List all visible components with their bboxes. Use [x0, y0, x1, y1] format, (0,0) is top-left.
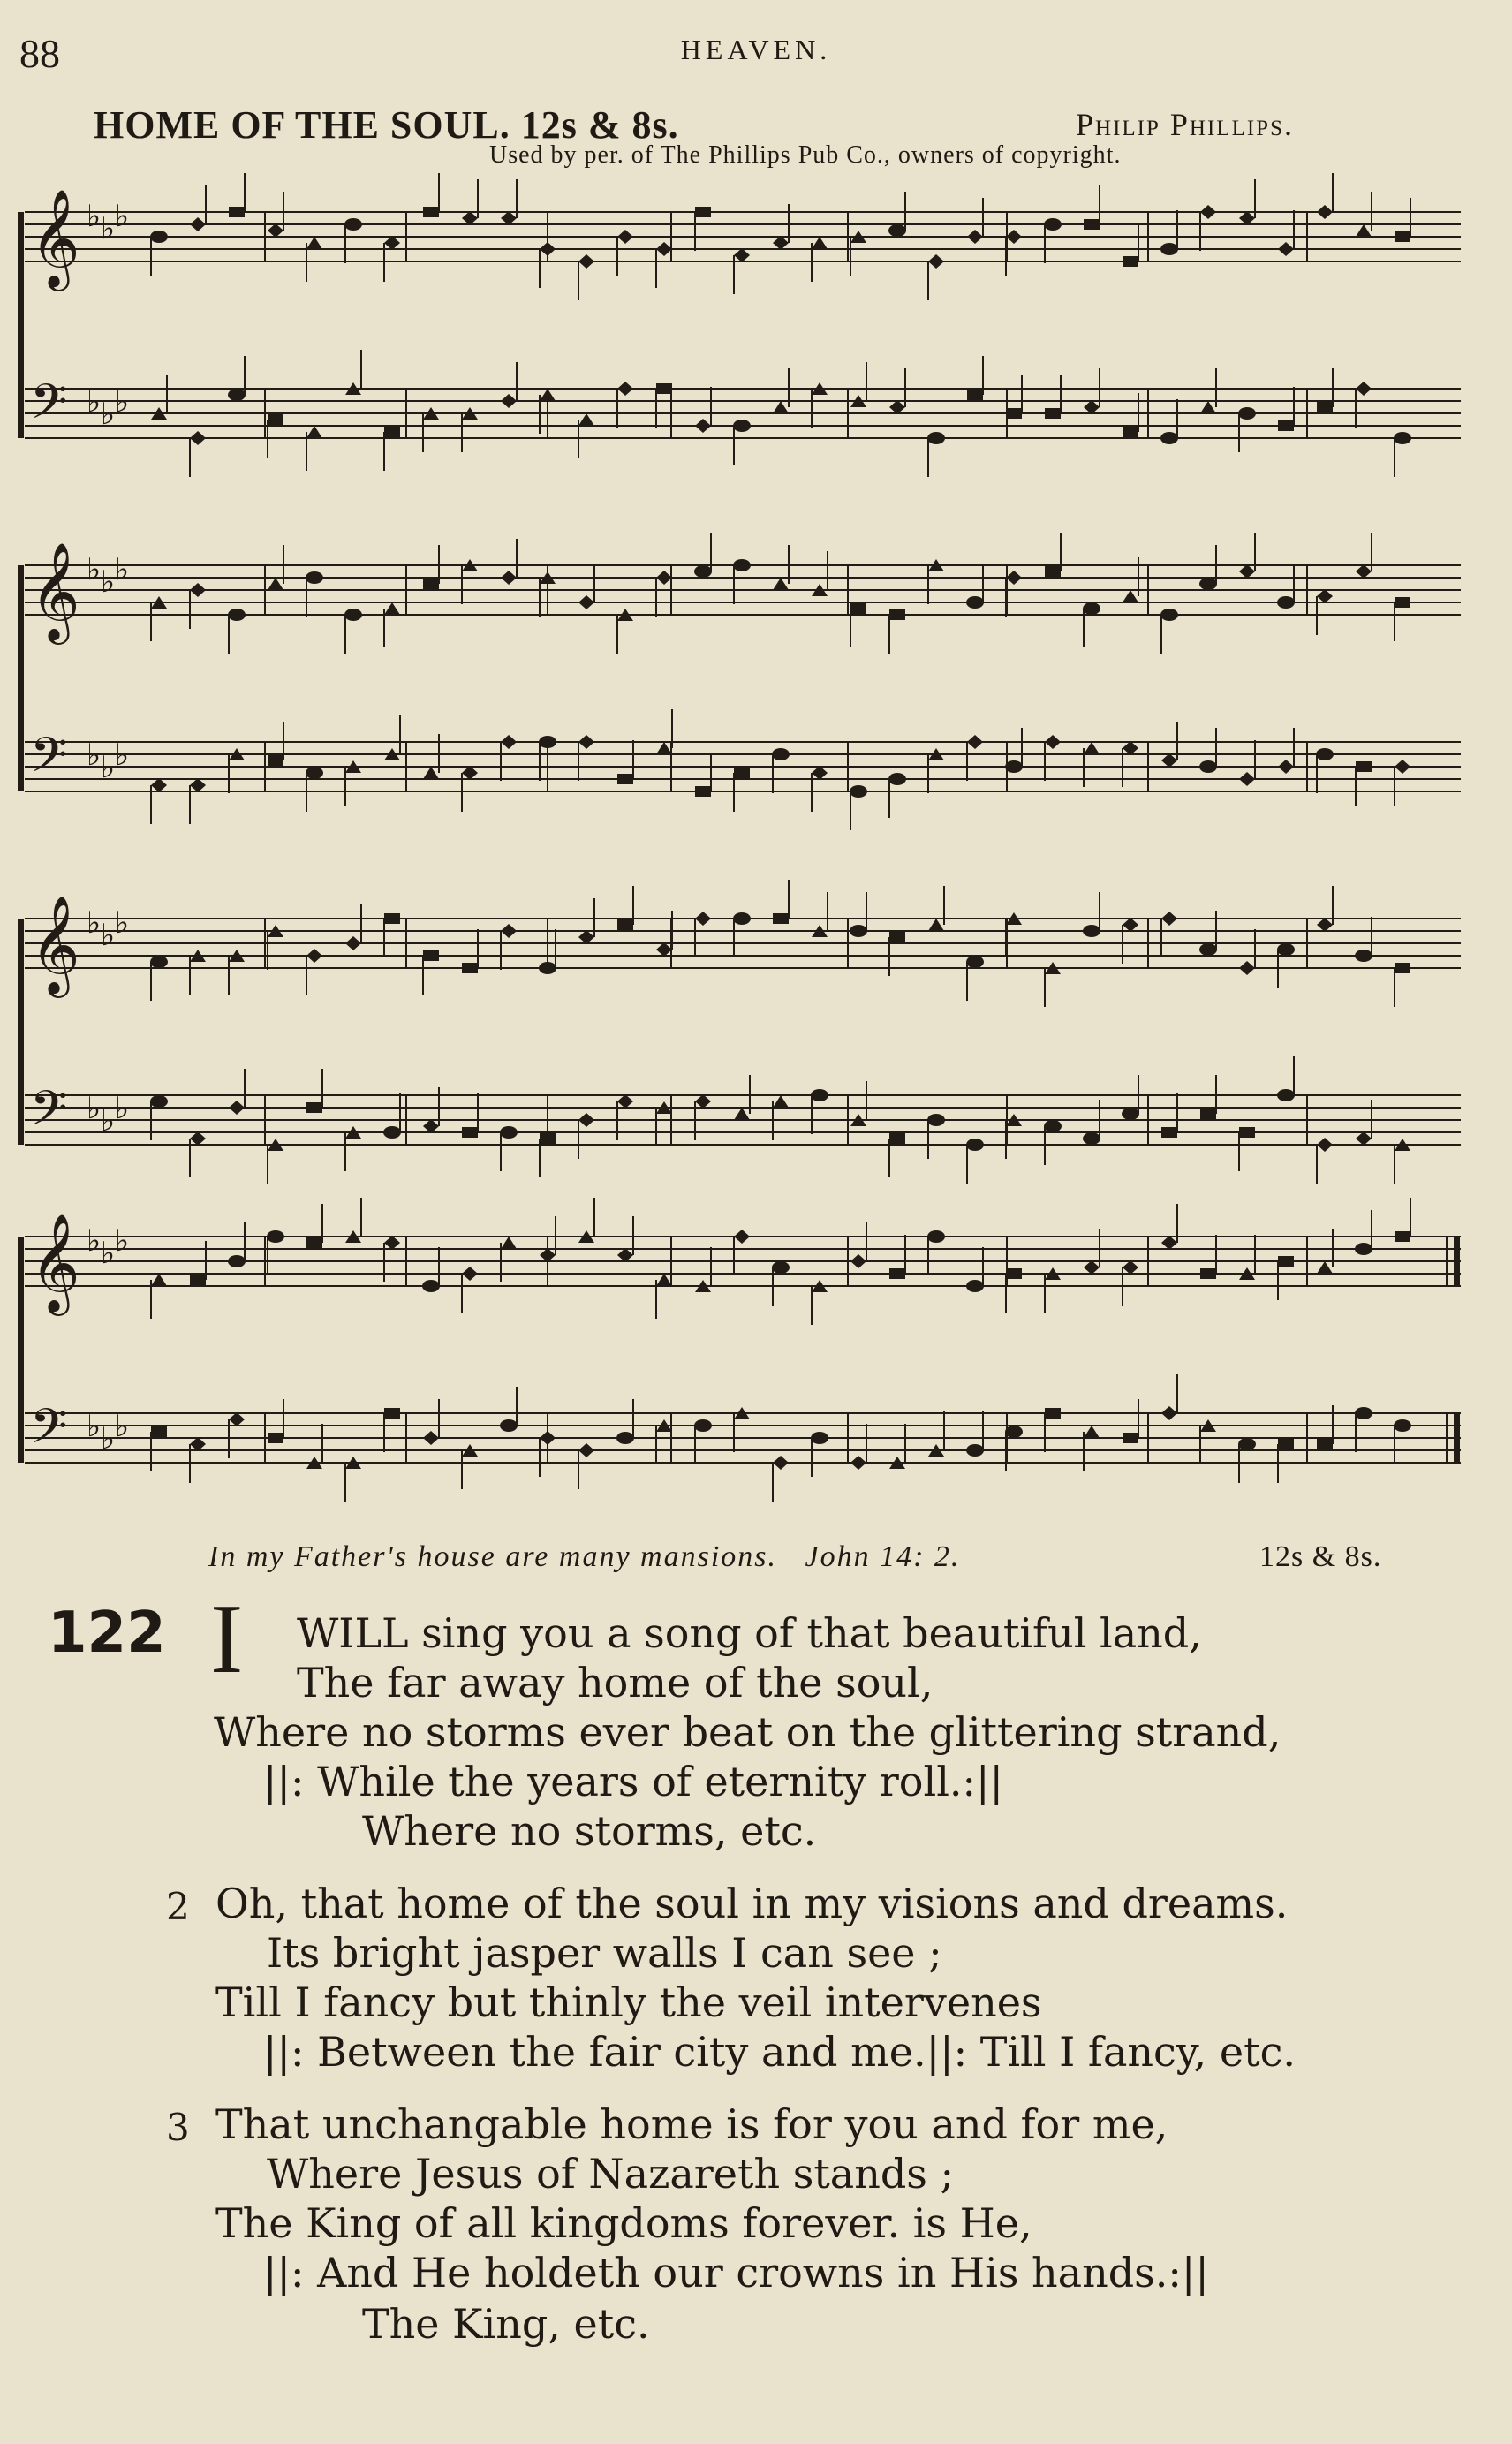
note-head	[1356, 1131, 1372, 1146]
note-head	[344, 218, 362, 231]
final-barline	[1454, 1237, 1460, 1286]
treble-clef: 𝄞	[30, 895, 80, 994]
note-head	[1161, 753, 1177, 768]
note-head	[1084, 219, 1100, 230]
system-bracket	[18, 1237, 24, 1463]
note-head	[344, 609, 362, 621]
note-head	[540, 242, 556, 256]
note-head	[1317, 589, 1333, 603]
note-head	[190, 1131, 206, 1146]
note-head	[811, 1432, 828, 1444]
note-head	[1045, 1408, 1061, 1419]
system-bracket	[18, 565, 24, 791]
note-head	[500, 1419, 518, 1432]
note-head	[1161, 1236, 1177, 1250]
flat-sign: ♭	[101, 1421, 116, 1457]
note-head	[1200, 1109, 1216, 1119]
note-head	[1395, 760, 1410, 774]
note-head	[1084, 742, 1100, 754]
note-head	[656, 242, 672, 256]
note-head	[773, 578, 789, 590]
note-head	[1316, 748, 1334, 760]
note-head	[1200, 1268, 1216, 1279]
verse-2-number: 2	[166, 1885, 190, 1928]
note-head	[734, 248, 750, 262]
note-head	[306, 767, 323, 779]
verse-1-line-5: Where no storms, etc.	[362, 1807, 817, 1855]
note-head	[1161, 1127, 1177, 1138]
verse-1-line-2: The far away home of the soul,	[297, 1659, 934, 1706]
note-head	[695, 1094, 711, 1109]
note-head	[578, 930, 594, 944]
flat-sign: ♭	[115, 384, 130, 420]
flat-sign: ♭	[87, 1223, 102, 1259]
note-head	[423, 579, 439, 589]
note-head	[1006, 571, 1022, 585]
note-head	[540, 389, 556, 401]
note-head	[966, 1139, 984, 1151]
note-head	[384, 236, 400, 250]
note-head	[229, 1101, 245, 1115]
flat-sign: ♭	[101, 1236, 116, 1271]
note-head	[734, 1230, 750, 1244]
note-head	[1278, 1256, 1294, 1267]
note-head	[617, 774, 633, 784]
note-head	[501, 735, 517, 749]
flat-sign: ♭	[87, 1091, 102, 1126]
flat-sign: ♭	[115, 552, 130, 587]
note-head	[540, 1248, 556, 1262]
note-head	[1394, 1419, 1411, 1432]
note-head	[1084, 1260, 1100, 1275]
note-head	[694, 1419, 712, 1432]
note-head	[462, 766, 478, 780]
note-head	[888, 773, 906, 785]
note-head	[1122, 1108, 1139, 1120]
note-head	[423, 1431, 439, 1445]
hymn-title: HOME OF THE SOUL. 12s & 8s.	[94, 103, 679, 147]
flat-sign: ♭	[115, 905, 130, 941]
note-head	[1044, 218, 1062, 231]
note-head	[1045, 408, 1061, 419]
note-head	[773, 236, 789, 250]
note-head	[695, 912, 711, 926]
note-head	[578, 1443, 594, 1457]
note-head	[1277, 1089, 1295, 1101]
note-head	[1278, 242, 1294, 256]
flat-sign: ♭	[101, 211, 116, 246]
note-head	[850, 785, 867, 798]
note-head	[539, 736, 556, 748]
note-head	[306, 1237, 322, 1248]
note-head	[462, 1127, 478, 1138]
note-head	[267, 1230, 284, 1243]
flat-sign: ♭	[101, 750, 116, 785]
verse-1-line-1: WILL sing you a song of that beautiful land,	[297, 1609, 1202, 1657]
note-head	[1005, 1426, 1023, 1438]
verse-2-line-4: ||: Between the fair city and me.||: Till I fancy, etc.	[263, 2028, 1296, 2076]
note-head	[1123, 256, 1138, 267]
note-head	[733, 559, 751, 571]
note-head	[501, 924, 517, 938]
note-head	[733, 912, 751, 925]
note-head	[1160, 432, 1178, 444]
note-head	[695, 786, 711, 797]
note-head	[773, 1456, 789, 1470]
note-head	[1006, 230, 1022, 244]
note-head	[1317, 205, 1333, 219]
note-head	[384, 427, 400, 437]
note-head	[268, 1433, 284, 1443]
note-head	[345, 936, 361, 950]
note-head	[1355, 950, 1372, 962]
note-head	[1395, 963, 1410, 973]
note-head	[850, 603, 866, 614]
note-head	[501, 1237, 517, 1249]
note-head	[423, 950, 439, 961]
note-head	[462, 963, 478, 973]
note-head	[268, 578, 284, 590]
note-head	[773, 401, 789, 413]
flat-sign: ♭	[115, 1223, 130, 1259]
note-head	[966, 956, 984, 968]
note-head	[694, 565, 712, 578]
treble-clef: 𝄞	[30, 541, 80, 640]
note-head	[306, 949, 322, 963]
note-head	[500, 1126, 518, 1139]
note-head	[229, 1412, 245, 1426]
note-head	[462, 211, 478, 225]
note-head	[1084, 400, 1100, 414]
note-head	[1160, 243, 1178, 255]
note-head	[1239, 564, 1255, 579]
page-number: 88	[19, 31, 60, 76]
note-head	[1355, 1243, 1372, 1255]
note-head	[889, 400, 905, 414]
note-head	[1161, 912, 1177, 926]
flat-sign: ♭	[87, 738, 102, 773]
bass-clef: 𝄢	[30, 1080, 68, 1148]
note-head	[1317, 1439, 1333, 1449]
note-head	[1356, 224, 1372, 237]
note-head	[850, 925, 867, 937]
note-head	[772, 1261, 790, 1274]
note-head	[190, 217, 206, 231]
note-head	[889, 609, 905, 620]
verse-1-line-3: Where no storms ever beat on the glittering strand,	[214, 1708, 1281, 1756]
note-head	[1083, 602, 1100, 615]
note-head	[889, 1268, 905, 1279]
note-head	[1355, 1407, 1372, 1419]
note-head	[1239, 772, 1255, 786]
note-head	[384, 1408, 400, 1419]
flat-sign: ♭	[87, 552, 102, 587]
note-head	[1278, 1439, 1294, 1449]
running-head: HEAVEN.	[680, 34, 832, 65]
note-head	[888, 224, 906, 237]
note-head	[1123, 1433, 1138, 1443]
note-head	[151, 1274, 167, 1286]
verse-1-line-4: ||: While the years of eternity roll.:||	[263, 1758, 1004, 1805]
drop-cap: I	[210, 1585, 244, 1694]
flat-sign: ♭	[87, 1409, 102, 1444]
note-head	[1356, 382, 1372, 396]
note-head	[695, 207, 711, 217]
flat-sign: ♭	[101, 564, 116, 600]
system-bracket	[18, 212, 24, 438]
note-head	[1278, 760, 1294, 774]
flat-sign: ♭	[87, 384, 102, 420]
note-head	[539, 962, 556, 974]
note-head	[811, 1089, 828, 1101]
bass-clef: 𝄢	[30, 1398, 68, 1466]
note-head	[578, 1113, 594, 1127]
note-head	[1395, 597, 1410, 608]
note-head	[150, 1095, 168, 1108]
note-head	[1356, 761, 1372, 772]
note-head	[268, 223, 284, 238]
note-head	[423, 1119, 439, 1133]
flat-sign: ♭	[115, 1091, 130, 1126]
note-head	[306, 571, 323, 584]
verse-3-number: 3	[166, 2106, 190, 2149]
note-head	[928, 254, 944, 269]
verse-2-line-3: Till I fancy but thinly the veil intervenes	[215, 1979, 1042, 2026]
note-head	[150, 956, 168, 968]
note-head	[1123, 741, 1138, 755]
note-head	[966, 596, 984, 609]
note-head	[150, 231, 168, 243]
note-head	[656, 942, 672, 957]
copyright-note: Used by per. of The Phillips Pub Co., owners of copyright.	[489, 141, 1122, 169]
note-head	[927, 432, 945, 444]
note-head	[1005, 760, 1023, 773]
note-head	[617, 382, 633, 396]
note-head	[617, 230, 633, 244]
note-head	[656, 1274, 672, 1286]
note-head	[578, 735, 594, 749]
note-head	[617, 919, 633, 930]
note-head	[1123, 590, 1138, 602]
note-head	[423, 207, 439, 217]
note-head	[228, 1255, 246, 1267]
note-head	[1277, 596, 1295, 609]
note-head	[967, 390, 983, 400]
note-head	[578, 413, 594, 426]
note-head	[927, 1230, 945, 1243]
note-head	[384, 913, 400, 924]
note-head	[1083, 925, 1100, 937]
note-head	[617, 1248, 633, 1262]
note-head	[1084, 1426, 1100, 1438]
note-head	[1199, 943, 1217, 956]
note-head	[462, 1267, 478, 1281]
flat-sign: ♭	[115, 1409, 130, 1444]
note-head	[812, 766, 828, 780]
note-head	[1394, 432, 1411, 444]
note-head	[501, 211, 517, 225]
note-head	[578, 595, 594, 609]
note-head	[734, 768, 750, 778]
flat-sign: ♭	[115, 738, 130, 773]
composer-credit: Philip Phillips.	[1076, 107, 1294, 142]
note-head	[1123, 427, 1138, 437]
note-head	[967, 230, 983, 244]
flat-sign: ♭	[101, 1103, 116, 1139]
note-head	[1160, 609, 1178, 621]
note-head	[1044, 1120, 1062, 1132]
verse-3-line-5: The King, etc.	[362, 2300, 650, 2348]
note-head	[268, 414, 284, 425]
note-head	[889, 932, 905, 942]
flat-sign: ♭	[101, 397, 116, 432]
note-head	[1199, 578, 1217, 590]
note-head	[229, 207, 245, 217]
note-head	[656, 571, 672, 585]
note-head	[384, 602, 400, 615]
note-head	[540, 1133, 556, 1144]
note-head	[1006, 408, 1022, 419]
note-head	[734, 1108, 750, 1120]
note-head	[928, 919, 944, 931]
note-head	[967, 735, 983, 749]
note-head	[1123, 918, 1138, 932]
flat-sign: ♭	[115, 199, 130, 234]
verse-3-line-2: Where Jesus of Nazareth stands ;	[267, 2150, 955, 2198]
note-head	[268, 755, 284, 766]
note-head	[1006, 1268, 1022, 1279]
note-head	[1317, 918, 1333, 932]
note-head	[228, 609, 246, 621]
verse-2-line-1: Oh, that home of the soul in my visions and dreams.	[215, 1880, 1289, 1927]
note-head	[1278, 420, 1294, 431]
note-head	[1045, 735, 1061, 749]
note-head	[773, 1095, 789, 1108]
note-head	[306, 237, 322, 249]
note-head	[617, 1094, 633, 1109]
note-head	[889, 1133, 905, 1144]
note-head	[1239, 211, 1255, 225]
note-head	[850, 1456, 866, 1470]
note-head	[1199, 760, 1217, 773]
note-head	[1239, 1127, 1255, 1138]
note-head	[1238, 407, 1256, 420]
note-head	[656, 383, 672, 394]
note-head	[812, 237, 828, 249]
note-head	[501, 571, 517, 585]
hymn-number: 122	[48, 1600, 166, 1666]
note-head	[1277, 943, 1295, 956]
note-head	[190, 1275, 206, 1285]
note-head	[384, 1236, 400, 1250]
treble-clef: 𝄞	[30, 1213, 80, 1312]
bass-clef: 𝄢	[30, 727, 68, 795]
note-head	[1123, 1260, 1138, 1275]
note-head	[1083, 1132, 1100, 1145]
note-head	[151, 778, 167, 792]
note-head	[501, 394, 517, 408]
note-head	[772, 748, 790, 760]
verse-3-line-4: ||: And He holdeth our crowns in His hands.:||	[263, 2249, 1209, 2296]
note-head	[1356, 564, 1372, 579]
note-head	[383, 1126, 401, 1139]
flat-sign: ♭	[87, 199, 102, 234]
note-head	[228, 389, 246, 401]
note-head	[966, 1444, 984, 1457]
note-head	[1200, 401, 1216, 413]
note-head	[1317, 1138, 1333, 1152]
note-head	[1238, 1438, 1256, 1450]
note-head	[1395, 1231, 1410, 1242]
note-head	[422, 1280, 440, 1292]
scripture-reference: In my Father's house are many mansions. John 14: 2.	[208, 1540, 961, 1573]
final-barline	[1454, 1413, 1460, 1463]
verse-3-line-3: The King of all kingdoms forever. is He,	[215, 2199, 1032, 2247]
note-head	[1045, 566, 1061, 577]
note-head	[190, 778, 206, 792]
note-head	[423, 767, 439, 779]
note-head	[1200, 205, 1216, 219]
meter-note: 12s & 8s.	[1259, 1540, 1382, 1573]
verse-3-line-1: That unchangable home is for you and for me,	[215, 2100, 1168, 2148]
note-head	[578, 254, 594, 269]
note-head	[190, 583, 206, 597]
note-head	[850, 1254, 866, 1268]
note-head	[1239, 961, 1255, 975]
note-head	[695, 419, 711, 433]
note-head	[540, 1431, 556, 1445]
note-head	[1161, 1406, 1177, 1420]
system-bracket	[18, 919, 24, 1145]
flat-sign: ♭	[87, 905, 102, 941]
note-head	[966, 1280, 984, 1292]
note-head	[616, 1432, 634, 1444]
treble-clef: 𝄞	[30, 188, 80, 287]
bass-clef: 𝄢	[30, 374, 68, 442]
verse-2-line-2: Its bright jasper walls I can see ;	[267, 1929, 942, 1977]
note-head	[656, 742, 672, 754]
note-head	[151, 1426, 167, 1437]
note-head	[306, 1102, 322, 1113]
note-head	[1395, 231, 1410, 242]
note-head	[190, 431, 206, 445]
note-head	[927, 1114, 945, 1126]
note-head	[306, 426, 322, 438]
note-head	[1317, 402, 1333, 412]
note-head	[190, 1437, 206, 1451]
note-head	[733, 420, 751, 432]
note-head	[773, 913, 789, 924]
note-head	[1317, 1261, 1333, 1274]
flat-sign: ♭	[101, 918, 116, 953]
